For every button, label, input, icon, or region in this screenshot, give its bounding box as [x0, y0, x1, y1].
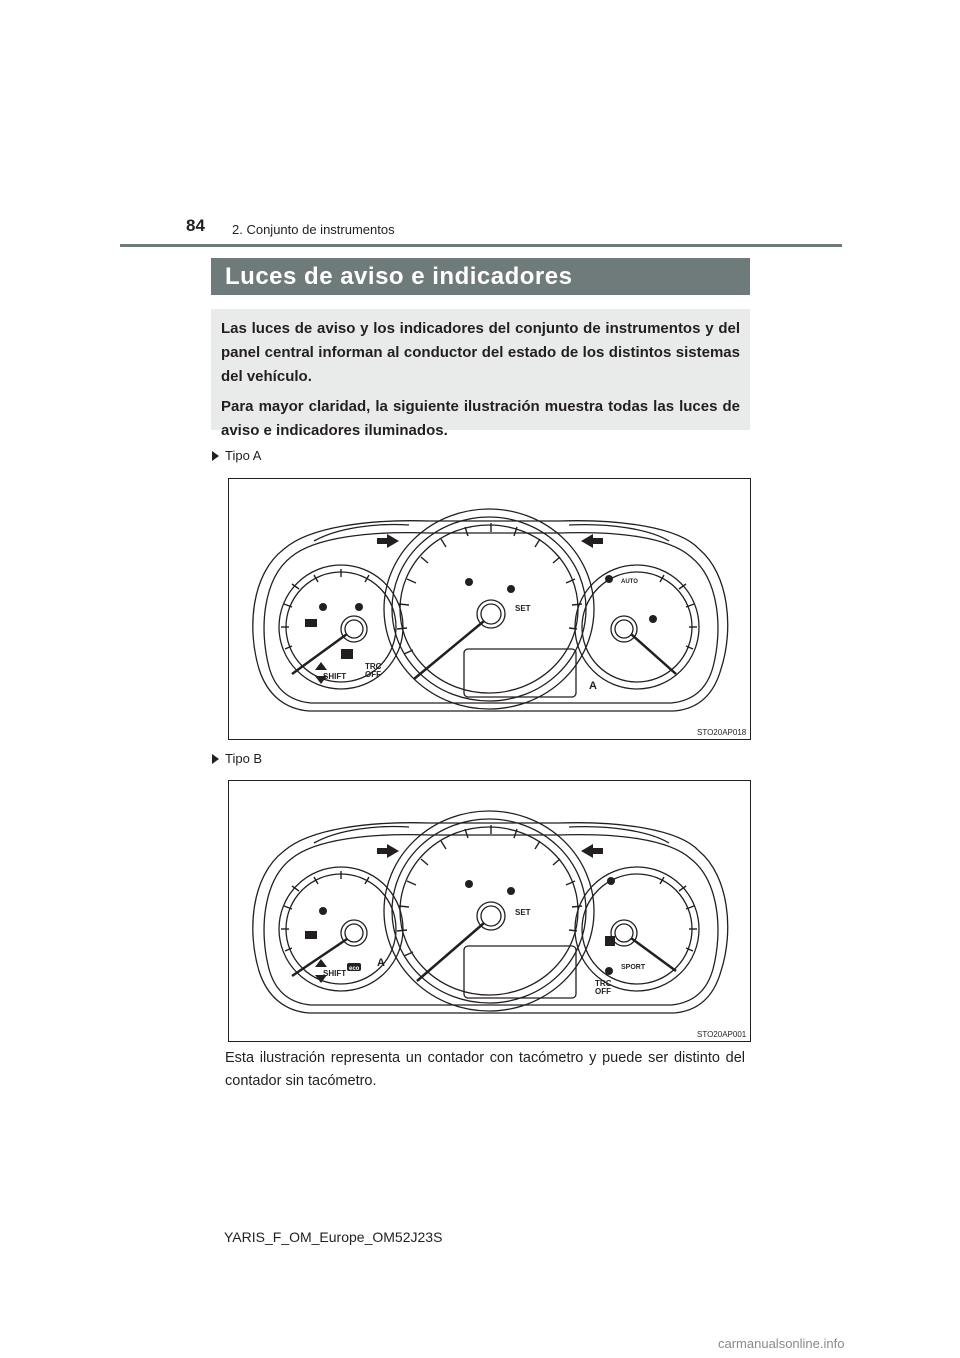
trc-off-indicator: OFF — [595, 987, 611, 996]
set-indicator: SET — [515, 604, 531, 613]
sport-indicator: SPORT — [621, 964, 646, 971]
footer-doc-id: YARIS_F_OM_Europe_OM52J23S — [224, 1229, 443, 1245]
triangle-bullet-icon — [212, 451, 219, 461]
intro-paragraph-2: Para mayor claridad, la siguiente ilustración muestra todas las luces de aviso e indicadores iluminados. — [221, 398, 740, 439]
cluster-illustration-type-a — [229, 479, 750, 739]
figure-code: STO20AP018 — [697, 728, 747, 737]
trc-indicator: TRC — [595, 979, 612, 988]
page-number: 84 — [186, 216, 205, 235]
figure-note: Esta ilustración representa un contador con tacómetro y puede ser distinto del contador sin tacómetro. — [225, 1050, 745, 1089]
auto-indicator: AUTO — [621, 579, 638, 585]
shift-indicator: SHIFT — [323, 672, 347, 681]
type-b-label-text: Tipo B — [225, 751, 263, 766]
figure-code: STO20AP001 — [697, 1030, 747, 1039]
section-title: 2. Conjunto de instrumentos — [232, 222, 395, 237]
cluster-figure-type-a — [228, 478, 751, 740]
header-rule — [120, 244, 842, 247]
a-off-indicator: A — [377, 957, 385, 969]
type-b-label — [212, 751, 262, 766]
a-off-indicator: A — [589, 680, 597, 692]
shift-indicator: SHIFT — [323, 969, 347, 978]
eco-indicator: eco — [349, 966, 360, 972]
cluster-figure-type-b — [228, 780, 751, 1042]
set-indicator: SET — [515, 908, 531, 917]
type-a-label-text: Tipo A — [225, 448, 262, 463]
trc-off-indicator: OFF — [365, 670, 381, 679]
page-title: Luces de aviso e indicadores — [211, 258, 750, 295]
intro-box — [211, 309, 750, 439]
type-a-label — [212, 448, 261, 463]
trc-indicator: TRC — [365, 662, 382, 671]
cluster-illustration-type-b — [229, 781, 750, 1041]
intro-paragraph-1: Las luces de aviso y los indicadores del conjunto de instrumentos y del panel central informan al conductor del estado de los distintos sistemas del vehículo. — [221, 320, 740, 385]
watermark: carmanualsonline.info — [718, 1336, 845, 1351]
triangle-bullet-icon — [212, 754, 219, 764]
